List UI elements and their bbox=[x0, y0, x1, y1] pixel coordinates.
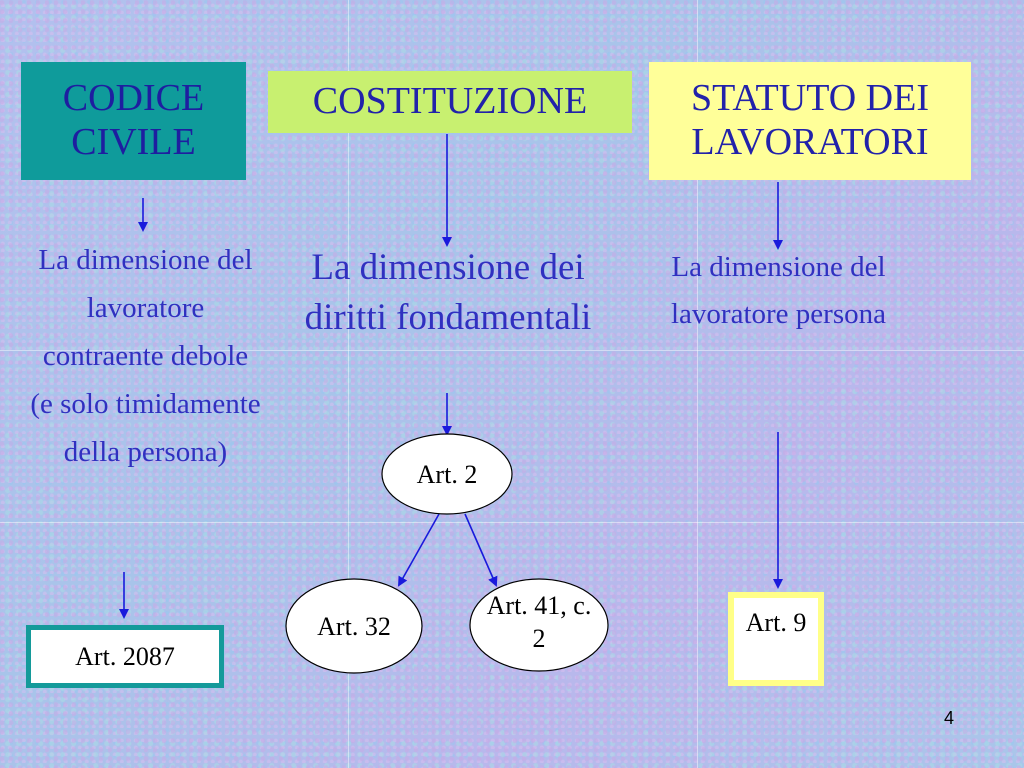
costituzione-box: COSTITUZIONE bbox=[268, 71, 632, 133]
middle-description: La dimensione dei diritti fondamentali bbox=[304, 247, 592, 338]
left-description: La dimensione del lavoratore contraente debole (e solo timidamente della persona) bbox=[30, 244, 261, 468]
right-description: La dimensione del lavoratore persona bbox=[671, 251, 886, 330]
arrow-art2-to-art41 bbox=[465, 514, 496, 585]
art-9-box: Art. 9 bbox=[728, 592, 824, 686]
art-32-label: Art. 32 bbox=[317, 611, 391, 641]
art-2-label: Art. 2 bbox=[416, 459, 478, 489]
arrow-art2-to-art32 bbox=[399, 514, 439, 585]
art-2087-box: Art. 2087 bbox=[26, 625, 224, 688]
art-41-label: Art. 41, c. 2 bbox=[486, 591, 592, 653]
statuto-lavoratori-box: STATUTO DEI LAVORATORI bbox=[649, 62, 971, 180]
codice-civile-box: CODICE CIVILE bbox=[21, 62, 246, 180]
page-number: 4 bbox=[944, 708, 955, 728]
